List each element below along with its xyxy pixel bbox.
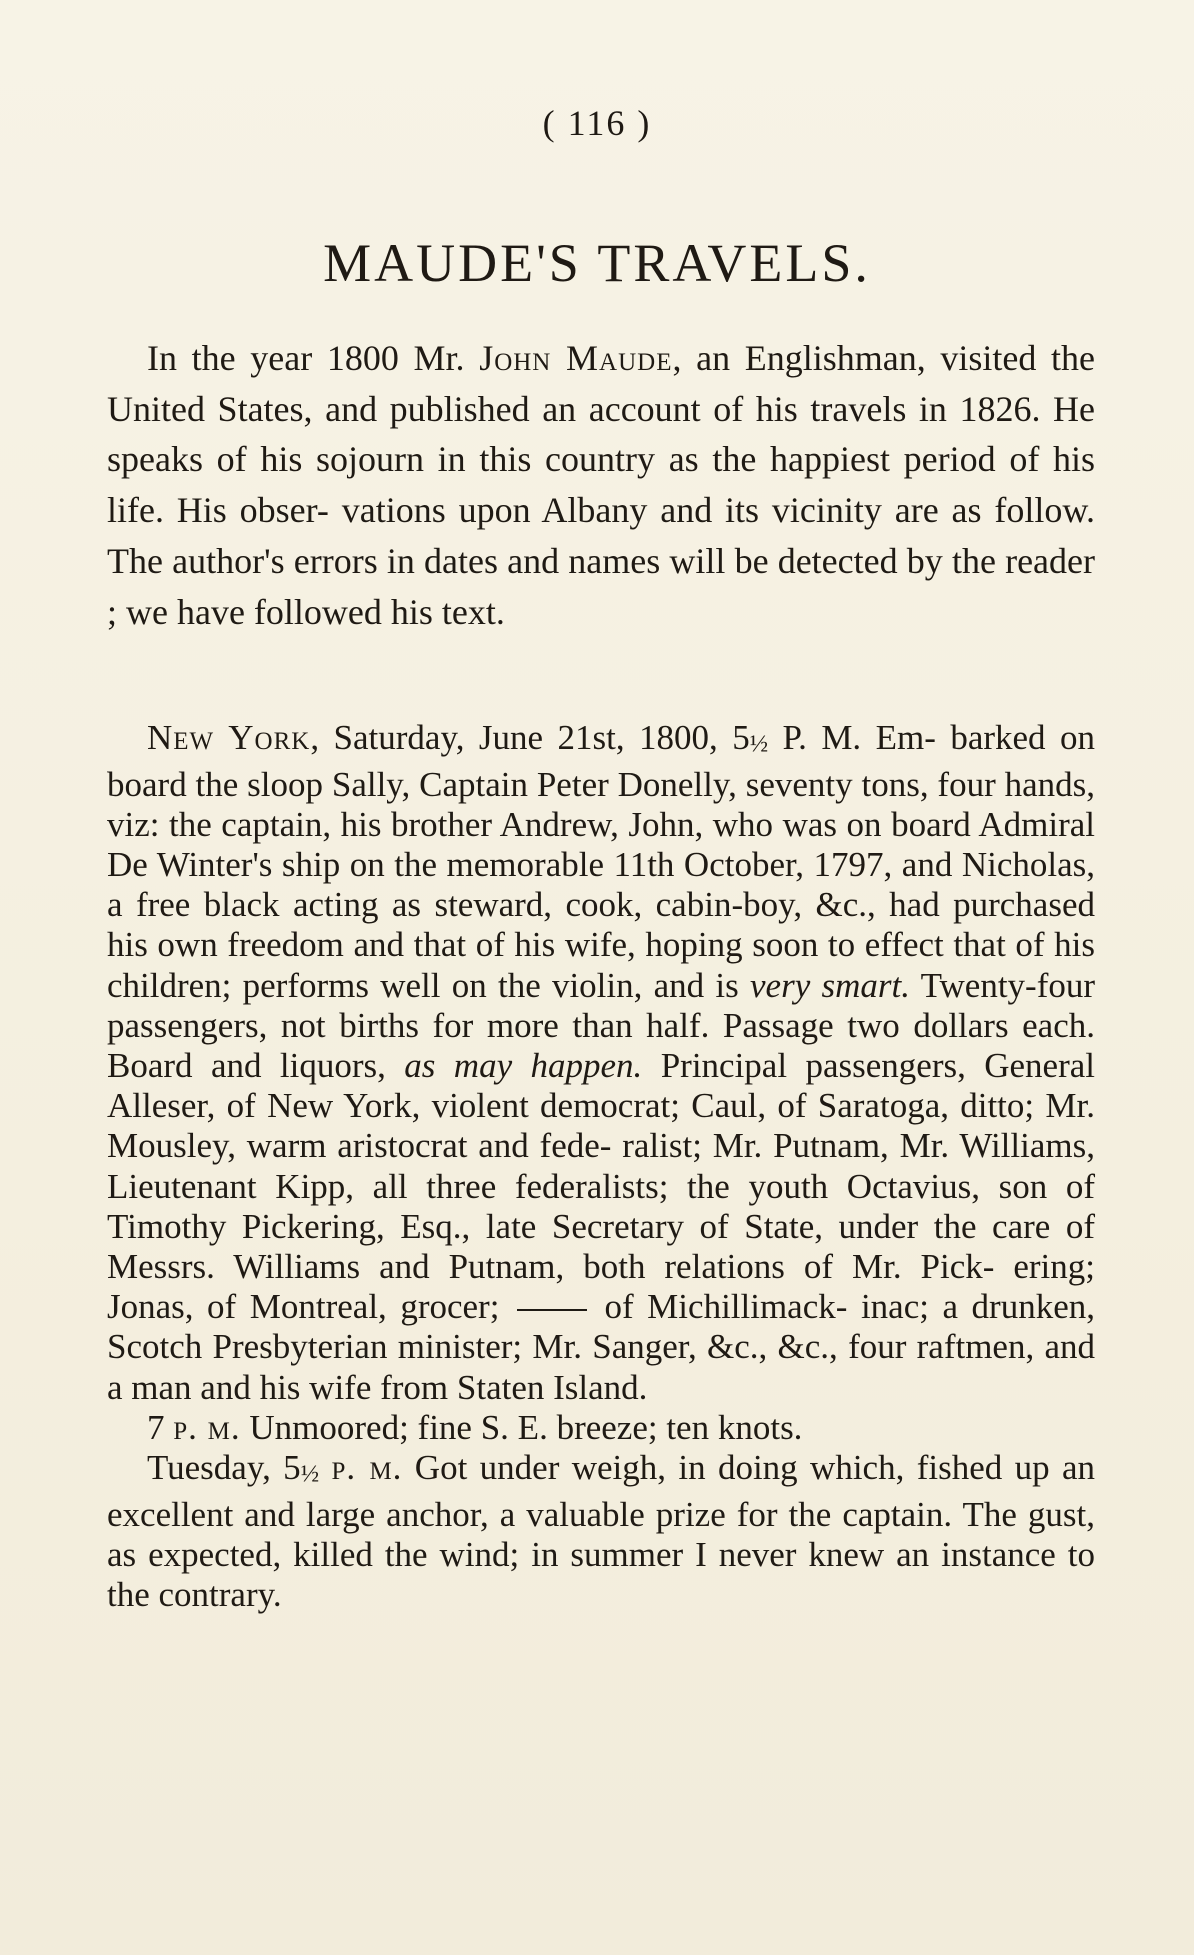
journal-entry-1: [107, 718, 1095, 1408]
time-suffix: p. m.: [331, 1448, 403, 1488]
blank-dash: [517, 1309, 587, 1311]
fraction: ½: [300, 1460, 320, 1488]
journal-entry-3: [107, 1448, 1095, 1615]
journal-entry-3-date: Tuesday, 5: [147, 1448, 301, 1488]
journal-entry-1-date: , Saturday, June 21st, 1800, 5: [310, 718, 750, 757]
author-first-name: John: [479, 338, 552, 378]
journal-entry-2-text: Unmoored; fine S. E. breeze; ten knots.: [240, 1407, 803, 1447]
intro-text: [107, 333, 1095, 637]
journal-entry-2-time: 7: [147, 1407, 165, 1447]
time-suffix: p. m.: [173, 1407, 241, 1447]
journal-entry-3-text: Got under weigh, in doing which, fished up an excellent and large anchor, a valuable prize for the captain. The gust, as expected, killed the wind; in summer I never knew an instance to the contrary.: [107, 1448, 1095, 1615]
intro-paragraph: [107, 333, 1095, 637]
journal-entry-1-text-2: Twenty-four passengers, not births for more than half. Passage two dollars each. Board and liquors,: [107, 965, 1096, 1086]
chapter-title: MAUDE'S TRAVELS.: [323, 233, 871, 293]
journal-entry-1-text-3: Principal passengers, General Alleser, of New York, violent democrat; Caul, of Saratoga, ditto; Mr. Mousley, warm aristocrat and fede- ralist; Mr. Putnam, Mr. Williams, Lieutenant Kipp, all three federalists; the youth Octavius, son of Timothy Pickering, Esq., late Secretary of State, under the care of Messrs. Williams and Putnam, both relations of Mr. Pick- ering; Jonas, of Montreal, grocer;: [107, 1046, 1096, 1327]
journal-extract: [107, 718, 1095, 1615]
italic-phrase: as may happen.: [404, 1046, 643, 1086]
intro-text-rest: , an Englishman, visited the United States, and published an account of his travels in 1826. He speaks of his sojourn in this country as the happiest period of his life. His obser- vations upon Albany and its vicinity are as follow. The author's errors in dates and names will be detected by the reader ; we have followed his text.: [107, 338, 1096, 632]
intro-text-start: In the year 1800 Mr.: [147, 338, 465, 378]
journal-entry-2: [107, 1408, 1095, 1448]
author-last-name: Maude: [566, 338, 673, 378]
journal-place: New York: [147, 718, 311, 757]
page-number: ( 116 ): [542, 103, 652, 143]
journal-entry-1-text: P. M. Em- barked on board the sloop Sally, Captain Peter Donelly, seventy tons, four hands, viz: the captain, his brother Andrew, John, who was on board Admiral De Winter's ship on the memorable 11th October, 1797, and Nicholas, a free black acting as steward, cook, cabin-boy, &c., had purchased his own freedom and that of his wife, hoping soon to effect that of his children; performs well on the violin, and is: [107, 718, 1095, 1005]
italic-phrase: very smart.: [750, 965, 910, 1005]
fraction: ½: [749, 730, 769, 758]
journal-entry-1-text-4: of Michillimack- inac; a drunken, Scotch Presbyterian minister; Mr. Sanger, &c., &c., four raftmen, and a man and his wife from Staten Island.: [107, 1287, 1095, 1407]
